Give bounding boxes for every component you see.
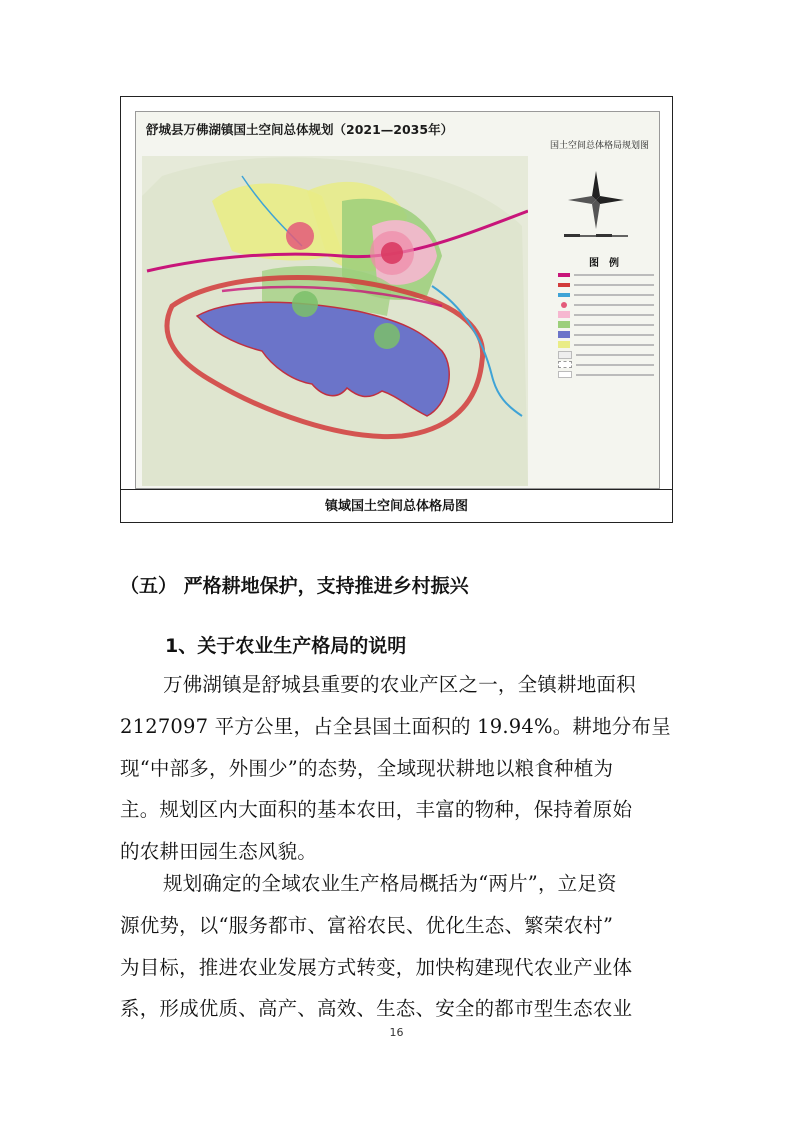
map-legend: [556, 156, 656, 486]
compass-rose: [556, 156, 656, 246]
legend-row: [558, 270, 654, 279]
figure-caption: 镇域国土空间总体格局图: [121, 489, 672, 523]
sub-heading: 1、关于农业生产格局的说明: [165, 635, 407, 657]
legend-row: [558, 280, 654, 289]
paragraph-line: 为目标，推进农业发展方式转变，加快构建现代农业产业体: [120, 955, 633, 979]
legend-row: [558, 350, 654, 359]
paragraph-line: 万佛湖镇是舒城县重要的农业产区之一，全镇耕地面积: [163, 673, 636, 696]
legend-title: 图 例: [589, 258, 619, 269]
map-title: 舒城县万佛湖镇国土空间总体规划（2021—2035年）: [146, 122, 454, 137]
legend-entries: [558, 270, 654, 380]
legend-row: [558, 360, 654, 369]
legend-row: [558, 340, 654, 349]
page-number: 16: [389, 1026, 404, 1039]
map-subtitle: 国土空间总体格局规划图: [549, 141, 649, 151]
paragraph-2: [120, 863, 680, 1030]
paragraph-line: 2127097 平方公里，占全县国土面积的 19.94%。耕地分布呈: [120, 714, 671, 738]
legend-row: [558, 290, 654, 299]
paragraph-line: 的农耕田园生态风貌。: [120, 840, 318, 864]
paragraph-1: [120, 664, 680, 873]
paragraph-line: 源优势，以“服务都市、富裕农民、优化生态、繁荣农村”: [120, 913, 614, 937]
planning-map-image: [135, 111, 660, 489]
legend-row: [558, 370, 654, 379]
paragraph-line: 系，形成优质、高产、高效、生态、安全的都市型生态农业: [120, 997, 633, 1021]
legend-row: [558, 300, 654, 309]
map-illustration: [142, 156, 528, 486]
section-heading: （五） 严格耕地保护，支持推进乡村振兴: [120, 575, 469, 597]
legend-row: [558, 320, 654, 329]
legend-row: [558, 330, 654, 339]
paragraph-line: 主。规划区内大面积的基本农田，丰富的物种，保持着原始: [120, 798, 633, 822]
paragraph-line: 规划确定的全域农业生产格局概括为“两片”，立足资: [163, 872, 617, 895]
paragraph-line: 现“中部多，外围少”的态势，全域现状耕地以粮食种植为: [120, 756, 614, 780]
legend-row: [558, 310, 654, 319]
figure-frame: [120, 96, 673, 523]
